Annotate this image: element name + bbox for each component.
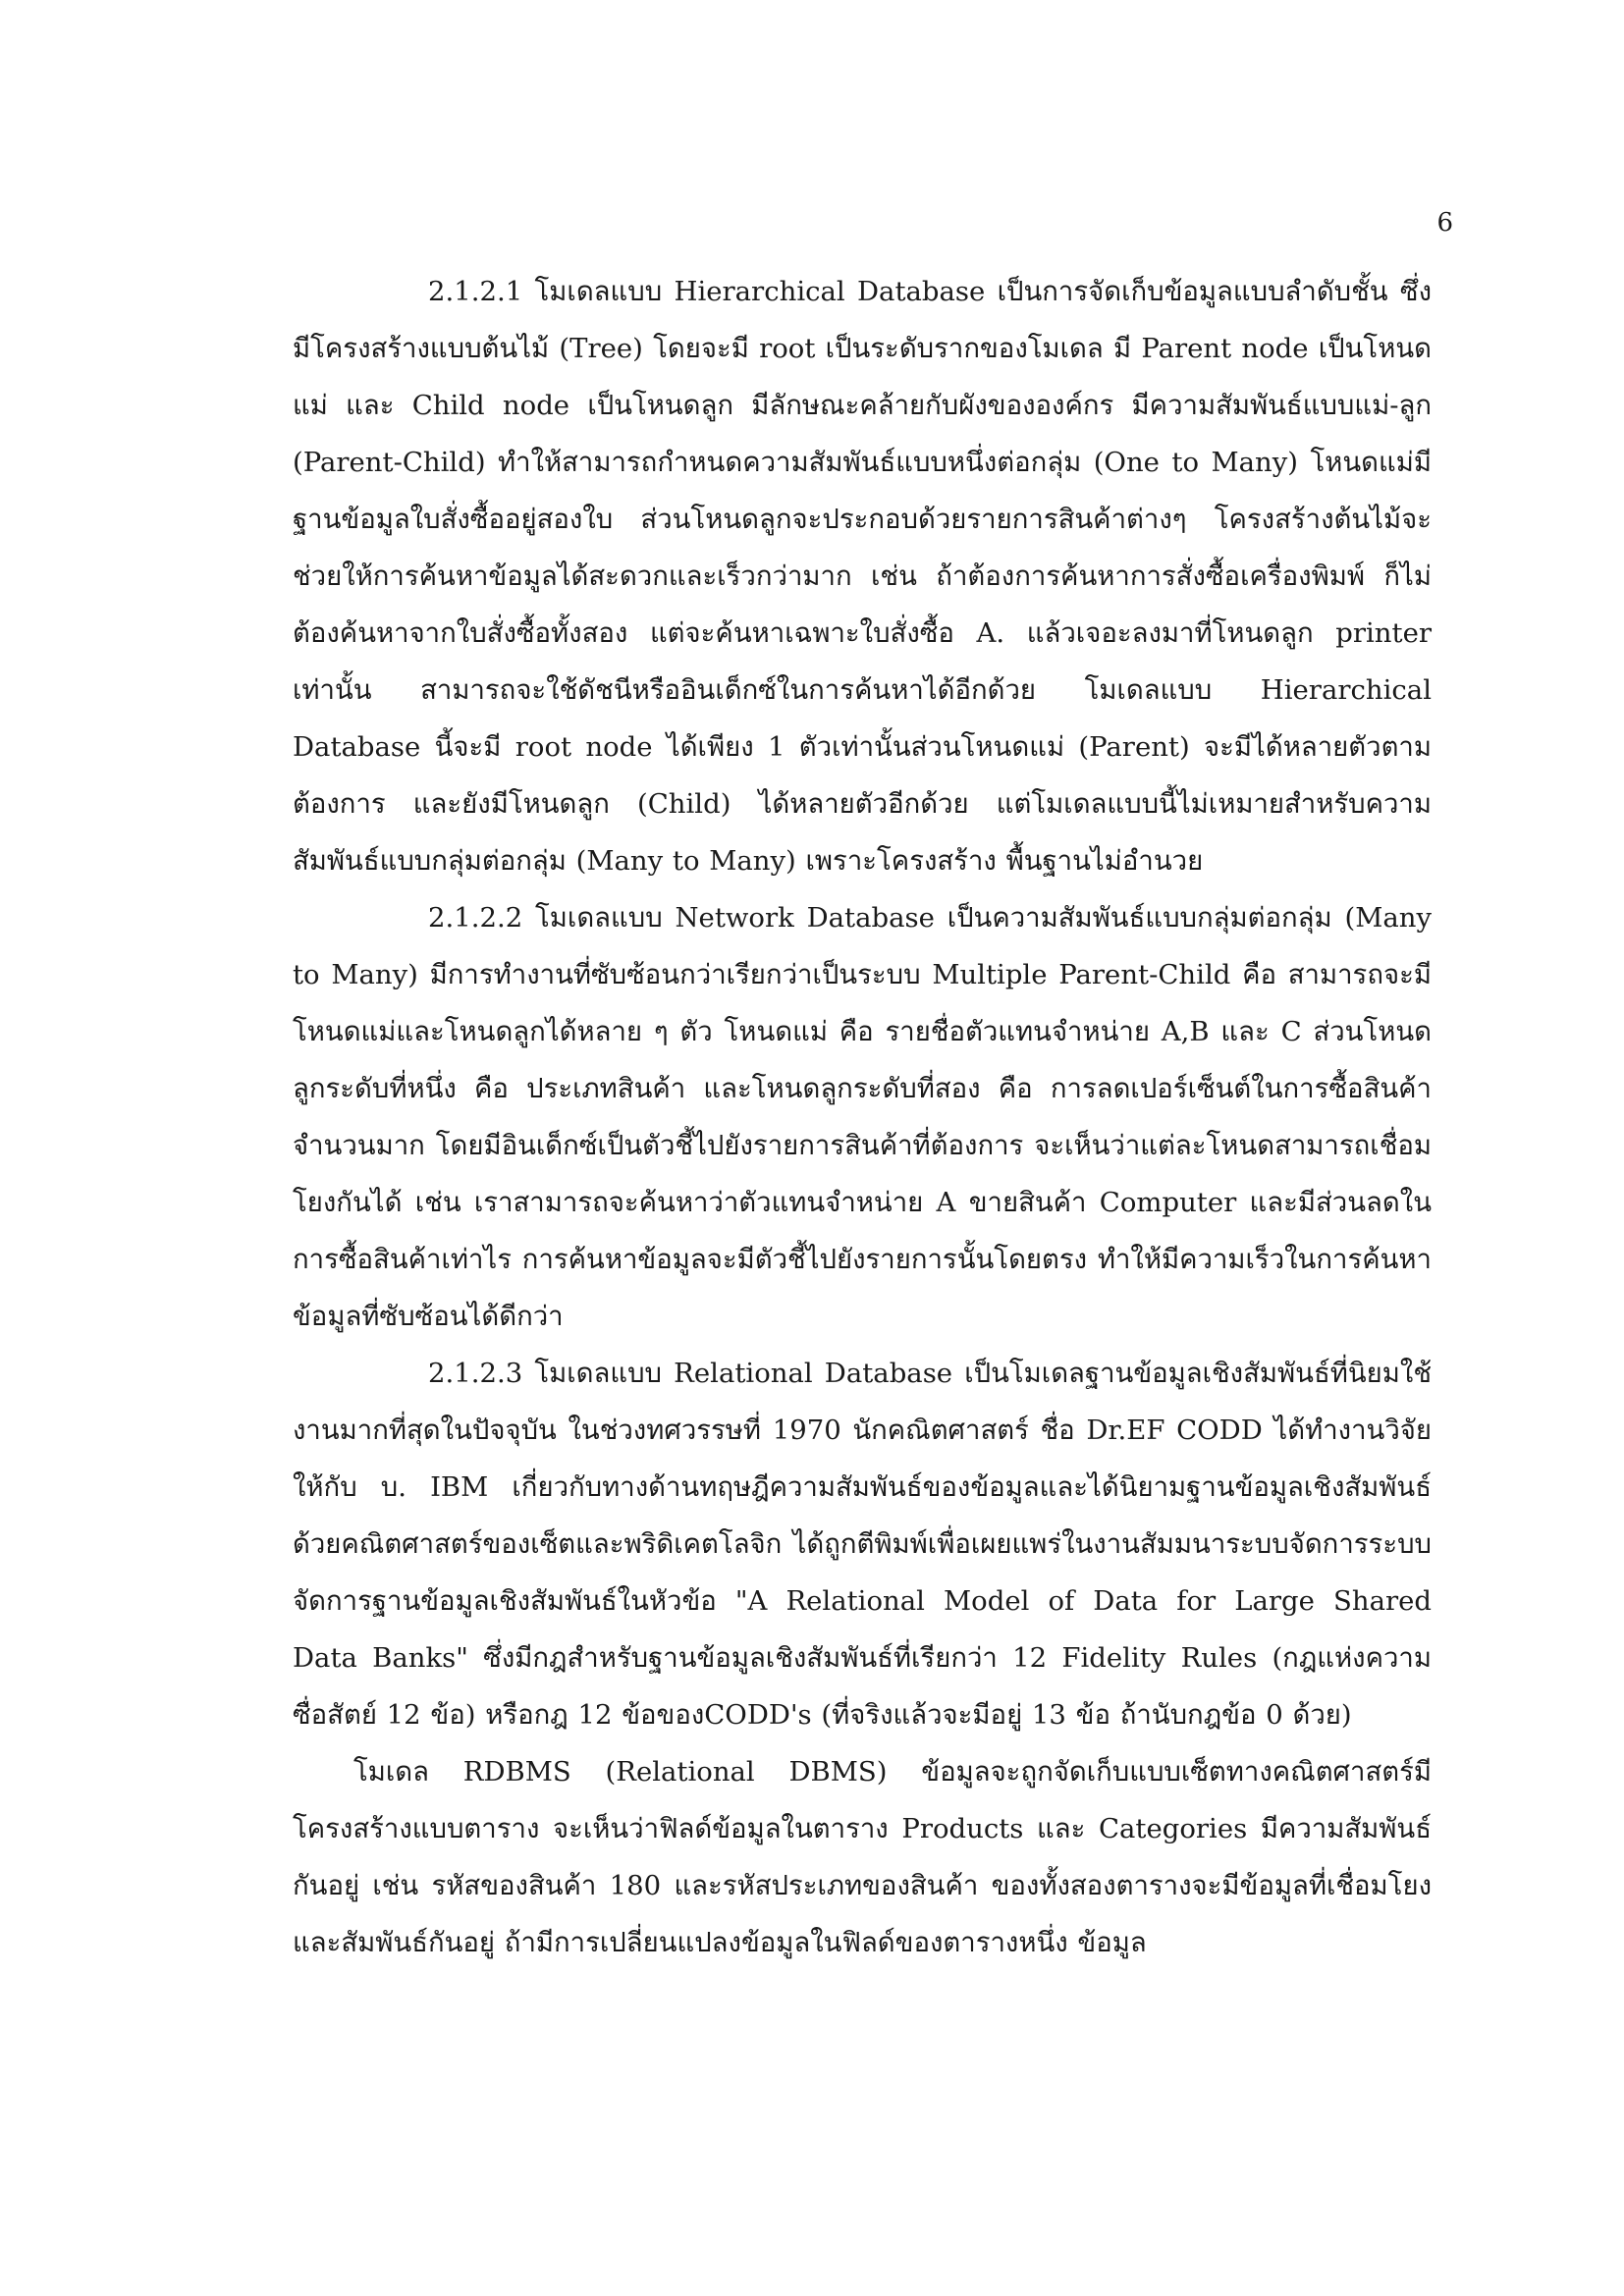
document-body (293, 263, 1432, 1971)
page-number: 6 (1436, 208, 1453, 238)
paragraph-network-database: 2.1.2.2 โมเดลแบบ Network Database เป็นความสัมพันธ์แบบกลุ่มต่อกลุ่ม (Many to Many) มีการทำงานที่ซับซ้อนกว่าเรียกว่าเป็นระบบ Multiple Parent-Child คือ สามารถจะมีโหนดแม่และโหนดลูกได้หลาย ๆ ตัว โหนดแม่ คือ รายชื่อตัวแทนจำหน่าย A,B และ C ส่วนโหนดลูกระดับที่หนึ่ง คือ ประเภทสินค้า และโหนดลูกระดับที่สอง คือ การลดเปอร์เซ็นต์ในการซื้อสินค้าจำนวนมาก โดยมีอินเด็กซ์เป็นตัวชี้ไปยังรายการสินค้าที่ต้องการ จะเห็นว่าแต่ละโหนดสามารถเชื่อมโยงกันได้ เช่น เราสามารถจะค้นหาว่าตัวแทนจำหน่าย A ขายสินค้า Computer และมีส่วนลดในการซื้อสินค้าเท่าไร การค้นหาข้อมูลจะมีตัวชี้ไปยังรายการนั้นโดยตรง ทำให้มีความเร็วในการค้นหาข้อมูลที่ซับซ้อนได้ดีกว่า (293, 902, 1432, 1332)
paragraph-hierarchical-database: 2.1.2.1 โมเดลแบบ Hierarchical Database เป็นการจัดเก็บข้อมูลแบบลำดับชั้น ซึ่งมีโครงสร้างแบบต้นไม้ (Tree) โดยจะมี root เป็นระดับรากของโมเดล มี Parent node เป็นโหนดแม่ และ Child node เป็นโหนดลูก มีลักษณะคล้ายกับผังขององค์กร มีความสัมพันธ์แบบแม่-ลูก (Parent-Child) ทำให้สามารถกำหนดความสัมพันธ์แบบหนึ่งต่อกลุ่ม (One to Many) โหนดแม่มีฐานข้อมูลใบสั่งซื้ออยู่สองใบ ส่วนโหนดลูกจะประกอบด้วยรายการสินค้าต่างๆ โครงสร้างต้นไม้จะช่วยให้การค้นหาข้อมูลได้สะดวกและเร็วกว่ามาก เช่น ถ้าต้องการค้นหาการสั่งซื้อเครื่องพิมพ์ ก็ไม่ต้องค้นหาจากใบสั่งซื้อทั้งสอง แต่จะค้นหาเฉพาะใบสั่งซื้อ A. แล้วเจอะลงมาที่โหนดลูก printer เท่านั้น สามารถจะใช้ดัชนีหรืออินเด็กซ์ในการค้นหาได้อีกด้วย โมเดลแบบ Hierarchical Database นี้จะมี root node ได้เพียง 1 ตัวเท่านั้นส่วนโหนดแม่ (Parent) จะมีได้หลายตัวตามต้องการ และยังมีโหนดลูก (Child) ได้หลายตัวอีกด้วย แต่โมเดลแบบนี้ไม่เหมายสำหรับความสัมพันธ์แบบกลุ่มต่อกลุ่ม (Many to Many) เพราะโครงสร้าง พื้นฐานไม่อำนวย (293, 276, 1432, 877)
paragraph-relational-database: 2.1.2.3 โมเดลแบบ Relational Database เป็นโมเดลฐานข้อมูลเชิงสัมพันธ์ที่นิยมใช้งานมากที่สุดในปัจจุบัน ในช่วงทศวรรษที่ 1970 นักคณิตศาสตร์ ชื่อ Dr.EF CODD ได้ทำงานวิจัยให้กับ บ. IBM เกี่ยวกับทางด้านทฤษฎีความสัมพันธ์ของข้อมูลและได้นิยามฐานข้อมูลเชิงสัมพันธ์ด้วยคณิตศาสตร์ของเซ็ตและพริดิเคตโลจิก ได้ถูกตีพิมพ์เพื่อเผยแพร่ในงานสัมมนาระบบจัดการระบบจัดการฐานข้อมูลเชิงสัมพันธ์ในหัวข้อ "A Relational Model of Data for Large Shared Data Banks" ซึ่งมีกฎสำหรับฐานข้อมูลเชิงสัมพันธ์ที่เรียกว่า 12 Fidelity Rules (กฎแห่งความซื่อสัตย์ 12 ข้อ) หรือกฎ 12 ข้อของCODD's (ที่จริงแล้วจะมีอยู่ 13 ข้อ ถ้านับกฎข้อ 0 ด้วย) (293, 1358, 1432, 1731)
paragraph-rdbms: โมเดล RDBMS (Relational DBMS) ข้อมูลจะถูกจัดเก็บแบบเซ็ตทางคณิตศาสตร์มีโครงสร้างแบบตาราง จะเห็นว่าฟิลด์ข้อมูลในตาราง Products และ Categories มีความสัมพันธ์กันอยู่ เช่น รหัสของสินค้า 180 และรหัสประเภทของสินค้า ของทั้งสองตารางจะมีข้อมูลที่เชื่อมโยงและสัมพันธ์กันอยู่ ถ้ามีการเปลี่ยนแปลงข้อมูลในฟิลด์ของตารางหนึ่ง ข้อมูล (293, 1756, 1432, 1958)
